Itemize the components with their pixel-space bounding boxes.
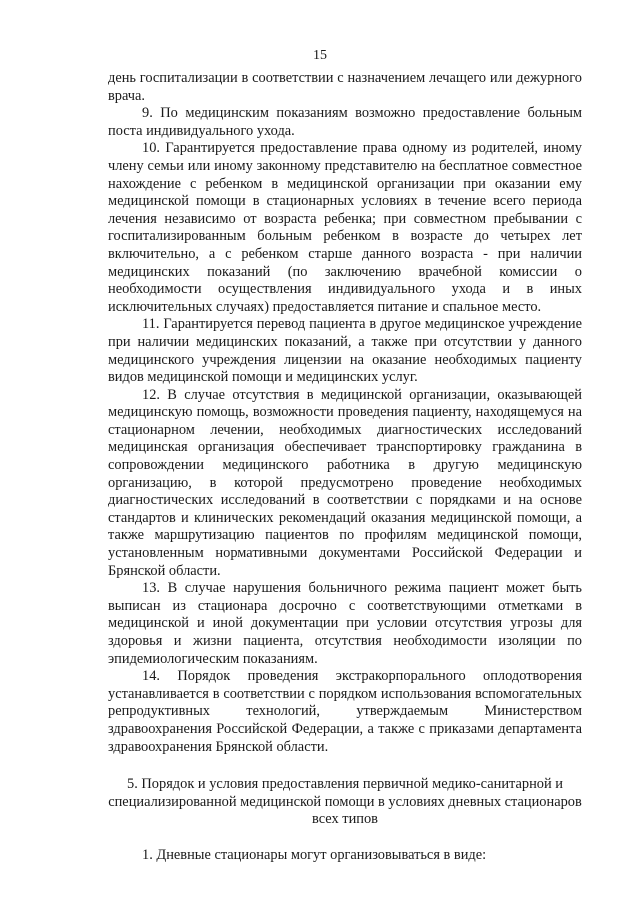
paragraph-14: 14. Порядок проведения экстракорпорального оплодотворения устанавливается в соответствии с порядком использования вспомогательных репродуктивных технологий, утверждаемым Министерством здравоохранения Российской Федерации, а также с приказами департамента здравоохранения Брянской области.: [108, 668, 582, 755]
paragraph-11: 11. Гарантируется перевод пациента в другое медицинское учреждение при наличии медицинских показаний, а также при отсутствии у данного медицинского учреждения лицензии на оказание необходимых пациенту видов медицинской помощи и медицинских услуг.: [108, 316, 582, 386]
paragraph-10: 10. Гарантируется предоставление права одному из родителей, иному члену семьи или иному законному представителю на бесплатное совместное нахождение с ребенком в медицинской организации при оказании ему медицинской помощи в стационарных условиях в течение всего периода лечения независимо от возраста ребенка; при совместном пребывании с госпитализированным больным ребенком в возрасте до четырех лет включительно, а с ребенком старше данного возраста - при наличии медицинских показаний (по заключению врачебной комиссии о необходимости осуществления индивидуального ухода и в иных исключительных случаях) предоставляется питание и спальное место.: [108, 140, 582, 315]
paragraph-13: 13. В случае нарушения больничного режима пациент может быть выписан из стационара досрочно с соответствующими отметками в медицинской и иной документации при условии отсутствия угрозы для здоровья и жизни пациента, отсутствия необходимости изоляции по эпидемиологическим показаниям.: [108, 580, 582, 667]
document-body: [108, 70, 582, 865]
section-heading: 5. Порядок и условия предоставления первичной медико-санитарной и специализированной медицинской помощи в условиях дневных стационаров всех типов: [108, 776, 582, 828]
page-number: 15: [313, 48, 327, 63]
paragraph-9: 9. По медицинским показаниям возможно предоставление больным поста индивидуального ухода.: [108, 105, 582, 139]
list-intro: 1. Дневные стационары могут организовываться в виде:: [142, 846, 487, 863]
paragraph-12: 12. В случае отсутствия в медицинской организации, оказывающей медицинскую помощь, возможности проведения пациенту, находящемуся на стационарном лечении, необходимых диагностических исследований медицинская организация обеспечивает транспортировку гражданина в сопровождении медицинского работника в другую медицинскую организацию, в которой предусмотрено проведение необходимых диагностических исследований в соответствии с порядками и на основе стандартов и клинических рекомендаций оказания медицинской помощи, а также маршрутизацию пациентов по профилям медицинской помощи, установленным нормативными документами Российской Федерации и Брянской области.: [108, 386, 582, 579]
paragraph-continuation: день госпитализации в соответствии с назначением лечащего или дежурного врача.: [108, 70, 582, 104]
